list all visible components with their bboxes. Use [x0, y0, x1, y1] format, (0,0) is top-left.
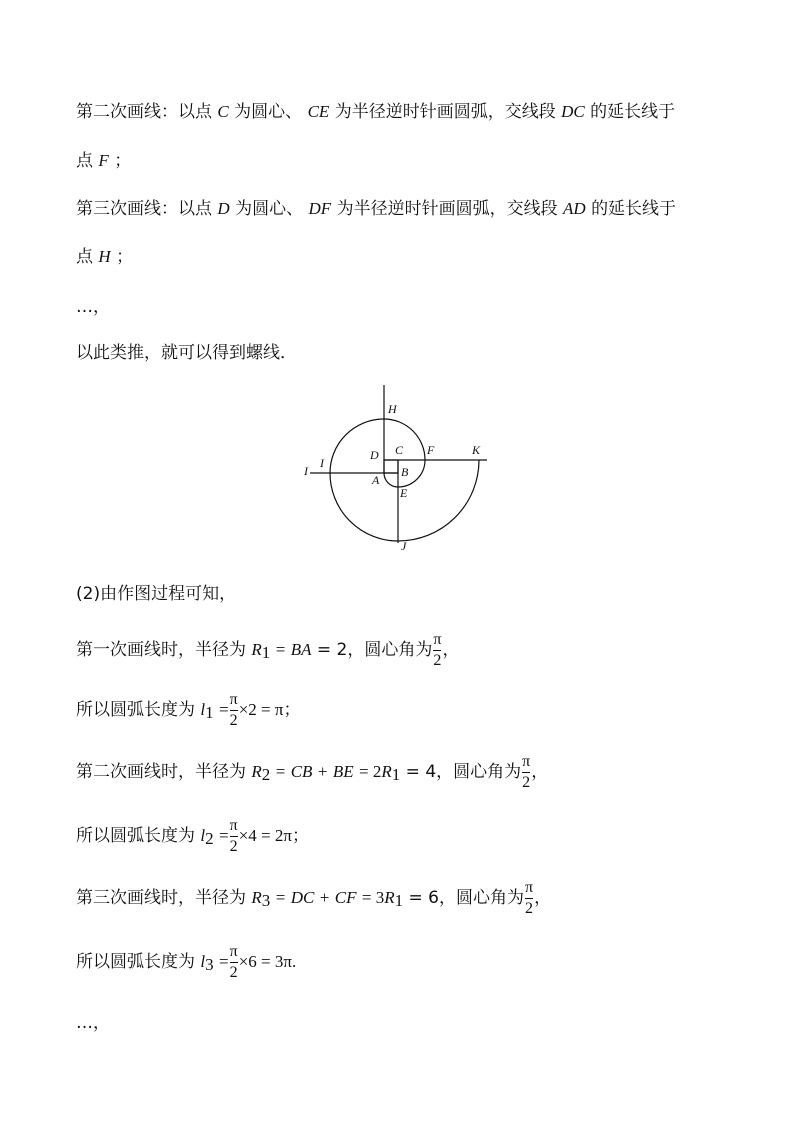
frac-denominator: 2	[525, 899, 534, 917]
step2-mid2: 为半径逆时针画圆弧，交线段	[334, 102, 556, 122]
step3-end: ；	[116, 247, 134, 267]
step2-cont: 点	[76, 151, 93, 171]
unit-square	[384, 460, 398, 473]
third-radius-line	[76, 878, 551, 921]
third-length-line	[76, 942, 296, 985]
l-subscript: 3	[205, 955, 214, 974]
segment-ba: BA	[290, 640, 312, 659]
equals: =	[275, 762, 286, 781]
frac-denominator: 2	[229, 711, 238, 729]
label-d: D	[370, 448, 379, 462]
l-symbol: l	[200, 826, 206, 845]
label-k: K	[472, 443, 481, 457]
frac-denominator: 2	[522, 773, 531, 791]
second-val: = 4，圆心角为	[405, 762, 522, 782]
label-b: B	[401, 465, 409, 479]
arc-hi	[330, 419, 384, 473]
arc-ae	[384, 473, 398, 487]
second-length-line	[76, 816, 309, 859]
len3-rest: ×6 = 3π.	[238, 952, 297, 971]
step2-line	[76, 101, 675, 123]
len2-rest: ×4 = 2π；	[238, 826, 309, 845]
third-mid: = 3	[361, 888, 385, 907]
label-i2: I	[304, 464, 308, 478]
label-e: E	[400, 486, 408, 500]
equals: =	[275, 888, 286, 907]
l-symbol: l	[200, 700, 206, 719]
frac-numerator: π	[229, 690, 238, 708]
ellipsis-line-1: …，	[76, 297, 110, 317]
label-c: C	[395, 443, 404, 457]
frac-numerator: π	[229, 942, 238, 960]
step2-mid1: 为圆心、	[234, 102, 303, 122]
r1-symbol: R	[381, 762, 392, 781]
r-subscript: 2	[261, 765, 271, 784]
segment-cf: CF	[334, 888, 357, 907]
label-a: A	[372, 473, 380, 487]
point-d: D	[217, 199, 230, 218]
step3-mid1: 为圆心、	[235, 199, 304, 219]
segment-ad: AD	[562, 199, 586, 218]
second-end: ，	[531, 762, 549, 782]
step3-suffix: 的延长线于	[591, 199, 677, 219]
spiral-figure	[300, 380, 500, 560]
segment-cb: CB	[290, 762, 313, 781]
fraction-pi-over-2	[433, 632, 441, 669]
plus: +	[319, 888, 330, 907]
fraction-pi-over-2	[525, 880, 533, 917]
arc-jk	[398, 460, 479, 541]
frac-denominator: 2	[229, 837, 238, 855]
equals: =	[219, 826, 229, 845]
equals: =	[275, 640, 286, 659]
step3-prefix: 第三次画线：以点	[76, 199, 212, 219]
frac-denominator: 2	[229, 963, 238, 981]
l-subscript: 2	[205, 829, 214, 848]
step3-line	[76, 198, 676, 220]
frac-numerator: π	[229, 816, 238, 834]
len1-rest: ×2 = π；	[238, 700, 301, 719]
r1-subscript: 1	[391, 765, 401, 784]
fraction-pi-over-2	[522, 754, 530, 791]
ellipsis-line-2: …，	[76, 1013, 110, 1033]
first-val: = 2，圆心角为	[316, 640, 433, 660]
step2-end: ；	[114, 151, 132, 171]
r1-symbol: R	[384, 888, 395, 907]
first-length-line	[76, 690, 300, 733]
len1-pre: 所以圆弧长度为	[76, 700, 195, 720]
point-f: F	[98, 151, 109, 170]
r-symbol: R	[251, 762, 262, 781]
r-symbol: R	[251, 640, 262, 659]
label-h: H	[388, 402, 397, 416]
step2-prefix: 第二次画线：以点	[76, 102, 212, 122]
frac-numerator: π	[522, 752, 531, 770]
l-symbol: l	[200, 952, 206, 971]
third-val: = 6，圆心角为	[408, 888, 524, 908]
equals: =	[219, 700, 229, 719]
first-pre: 第一次画线时，半径为	[76, 640, 246, 660]
label-f: F	[427, 443, 435, 457]
segment-dc: DC	[561, 102, 585, 121]
equals: =	[219, 952, 229, 971]
third-pre: 第三次画线时，半径为	[76, 888, 246, 908]
step3-line-cont	[76, 246, 133, 268]
plus: +	[317, 762, 328, 781]
part2-intro: (2)由作图过程可知，	[76, 584, 237, 604]
fraction-pi-over-2	[230, 944, 238, 981]
step3-cont: 点	[76, 247, 93, 267]
conclusion-line: 以此类推，就可以得到螺线．	[76, 343, 297, 363]
second-radius-line	[76, 752, 548, 795]
frac-denominator: 2	[433, 651, 442, 669]
frac-numerator: π	[524, 878, 534, 896]
segment-dc: DC	[290, 888, 315, 907]
r-subscript: 3	[261, 891, 271, 910]
segment-df: DF	[308, 199, 332, 218]
len3-pre: 所以圆弧长度为	[76, 952, 195, 972]
l-subscript: 1	[205, 703, 214, 722]
fraction-pi-over-2	[230, 818, 238, 855]
segment-ce: CE	[307, 102, 330, 121]
segment-be: BE	[332, 762, 354, 781]
r-subscript: 1	[261, 643, 271, 662]
r-symbol: R	[251, 888, 262, 907]
point-c: C	[217, 102, 229, 121]
label-j: J	[401, 539, 407, 553]
point-h: H	[98, 247, 111, 266]
second-mid: = 2	[359, 762, 382, 781]
fraction-pi-over-2	[230, 692, 238, 729]
second-pre: 第二次画线时，半径为	[76, 762, 246, 782]
len2-pre: 所以圆弧长度为	[76, 826, 195, 846]
label-i: I	[320, 456, 324, 470]
arc-fh	[384, 419, 425, 460]
r1-subscript: 1	[394, 891, 404, 910]
third-end: ，	[534, 888, 552, 908]
frac-numerator: π	[433, 630, 442, 648]
step3-mid2: 为半径逆时针画圆弧，交线段	[336, 199, 558, 219]
first-radius-line	[76, 630, 459, 673]
first-end: ，	[442, 640, 460, 660]
step2-line-cont	[76, 150, 131, 172]
step2-suffix: 的延长线于	[590, 102, 676, 122]
